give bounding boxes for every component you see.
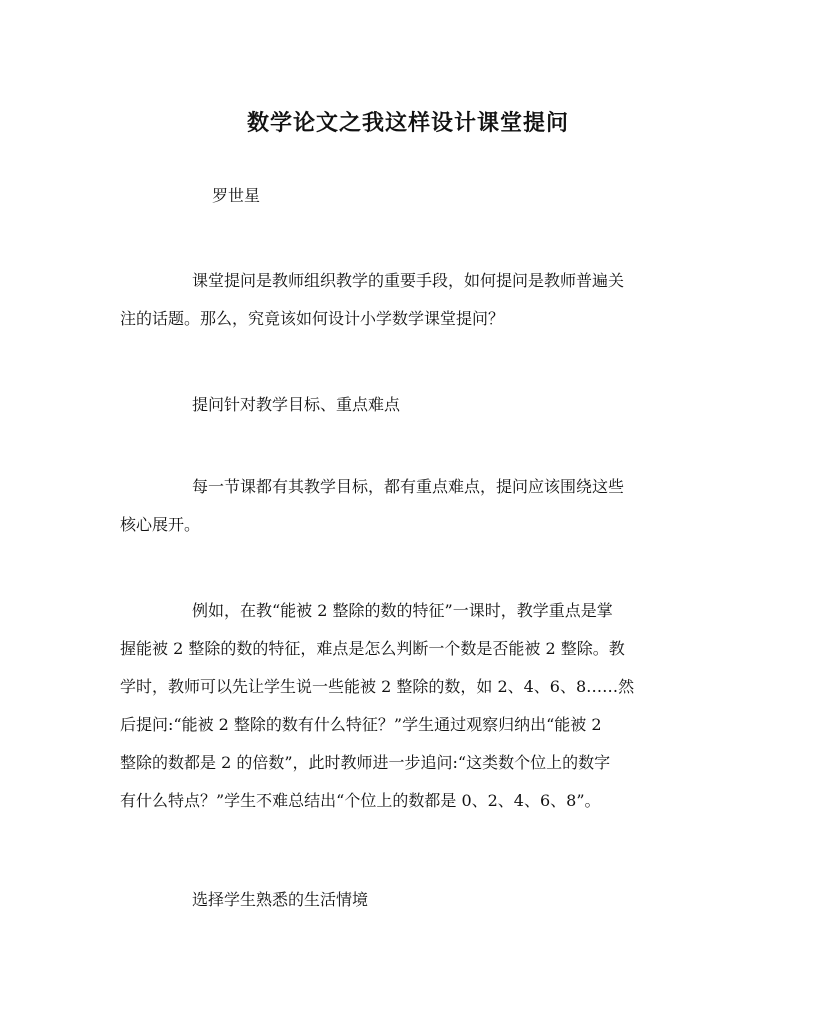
document-title: 数学论文之我这样设计课堂提问 (246, 110, 569, 136)
section1-example-paragraph: 例如，在教“能被 2 整除的数的特征”一课时，教学重点是掌 握能被 2 整除的数的特征，难点是怎么判断一个数是否能被 2 整除。教 学时，教师可以先让学生说一些能被 2 整除的数，如 2、4、6、8……然 后提问:“能被 2 整除的数有什么特征？”学生通过观察归纳出“能被 2 整除的数都是 2 的倍数”，此时教师进一步追问:“这类数个位上的数字 有什么特点？”学生不难总结出“个位上的数都是 0、2、4、6、8”。 (120, 601, 635, 810)
section-heading-life-situations: 选择学生熟悉的生活情境 (192, 890, 369, 909)
section1-body-paragraph: 每一节课都有其教学目标，都有重点难点，提问应该围绕这些 核心展开。 (120, 477, 625, 534)
intro-paragraph: 课堂提问是教师组织教学的重要手段，如何提问是教师普遍关 注的话题。那么，究竟该如何设计小学数学课堂提问？ (120, 271, 625, 328)
section-heading-teaching-goals: 提问针对教学目标、重点难点 (192, 395, 401, 414)
author-name: 罗世星 (212, 186, 261, 205)
